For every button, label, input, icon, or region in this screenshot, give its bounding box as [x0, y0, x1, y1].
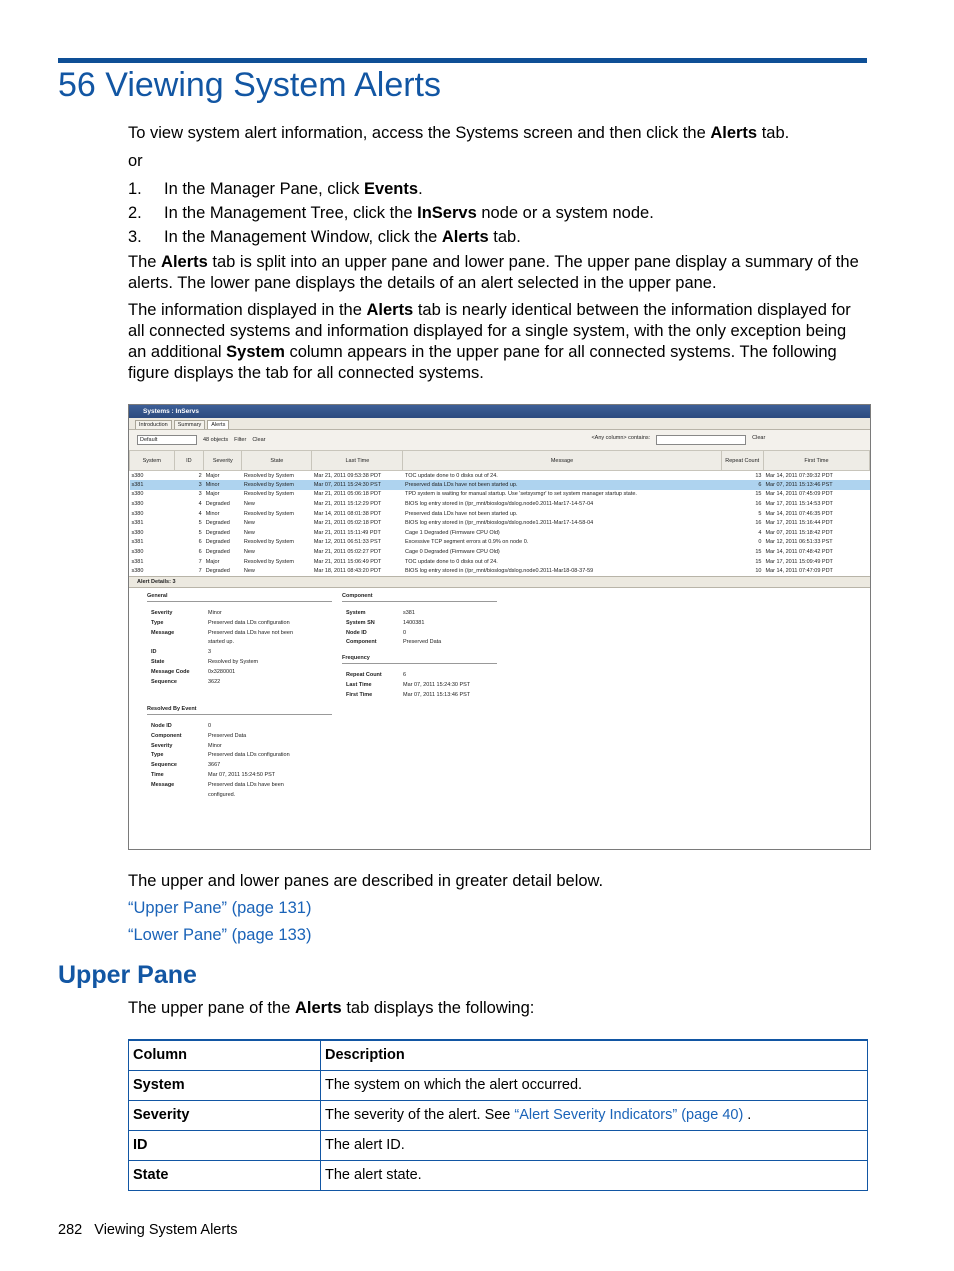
detail-field	[151, 678, 298, 688]
alert-cell: 15	[755, 491, 762, 498]
column-name: State	[129, 1160, 321, 1190]
footer-title: Viewing System Alerts	[94, 1222, 238, 1238]
section-intro: The upper pane of the Alerts tab displays the following:	[128, 999, 535, 1017]
alert-cell: Mar 14, 2011 07:48:42 PDT	[765, 549, 833, 556]
general-fields	[151, 609, 298, 687]
detail-value: Mar 07, 2011 15:24:30 PST	[403, 681, 471, 688]
detail-field	[151, 609, 298, 619]
alert-cell: Excessive TCP segment errors at 0.9% on node 0.	[404, 539, 529, 546]
alert-details-pane	[129, 588, 870, 848]
detail-label: Type	[151, 752, 164, 759]
detail-field	[346, 619, 493, 629]
alert-cell: New	[243, 501, 255, 508]
detail-label: Sequence	[151, 762, 177, 769]
alert-cell: Degraded	[205, 501, 230, 508]
alert-cell: Mar 14, 2011 08:01:38 PDT	[313, 510, 382, 517]
alert-cell: 4	[198, 501, 202, 508]
detail-value: 6	[403, 672, 407, 679]
alert-cell: Minor	[204, 480, 242, 490]
step-item: 2. In the Management Tree, click the InServs node or a system node.	[128, 204, 654, 222]
column-select[interactable]: <Any column> contains:	[591, 435, 651, 441]
detail-label: Time	[151, 772, 164, 779]
alert-row[interactable]	[130, 509, 870, 519]
or-text: or	[128, 152, 143, 170]
alert-cell: BIOS log entry stored in (/pr_mnt/bioslogs/dslog.node0.2011-Mar17-14-57-04	[404, 501, 594, 508]
alert-cell: Mar 14, 2011 07:46:35 PDT	[765, 510, 833, 517]
grid-column-header[interactable]: First Time	[763, 451, 869, 471]
alert-cell: Mar 07, 2011 15:18:42 PDT	[765, 529, 833, 536]
detail-value: Preserved Data	[403, 639, 442, 646]
filter-button[interactable]: Filter	[234, 437, 247, 443]
alert-cell: 15	[755, 558, 762, 565]
detail-value: 1400381	[403, 619, 425, 626]
alerts-grid	[129, 450, 870, 576]
alert-cell: TOC update done to 0 disks out of 24.	[404, 472, 498, 479]
alert-cell: Mar 21, 2011 05:02:27 PDT	[313, 549, 382, 556]
detail-label: Component	[151, 732, 182, 739]
frequency-group-title: Frequency	[342, 655, 497, 664]
detail-value: Mar 07, 2011 15:13:46 PST	[403, 691, 471, 698]
alert-row[interactable]	[130, 499, 870, 509]
alerts-tab-paragraph: The Alerts tab is split into an upper pane and lower pane. The upper pane display a summary of the alerts. The lower pane displays the details of an alert selected in the upper pane.	[128, 253, 859, 292]
detail-value: Preserved data LDs configuration	[208, 619, 290, 626]
alert-cell: 0	[758, 539, 762, 546]
grid-column-header[interactable]: System	[130, 451, 175, 471]
alert-cell: TOC update done to 0 disks out of 24.	[404, 558, 498, 565]
detail-label: System SN	[346, 619, 375, 626]
upper-pane-table	[128, 1039, 868, 1191]
alert-cell: 4	[758, 529, 762, 536]
alert-cell: Mar 12, 2011 06:51:33 PST	[313, 539, 381, 546]
detail-value: 0	[403, 629, 407, 636]
detail-value: Preserved data LDs have been configured.	[208, 781, 284, 798]
grid-column-header[interactable]: ID	[174, 451, 204, 471]
alert-cell: s380	[131, 529, 144, 536]
column-description: The system on which the alert occurred.	[321, 1070, 868, 1100]
alert-row[interactable]	[130, 528, 870, 538]
column-name: ID	[129, 1130, 321, 1160]
alert-cell: Mar 21, 2011 09:53:38 PDT	[313, 472, 382, 479]
chapter-rule	[58, 58, 867, 63]
column-description: The alert state.	[321, 1160, 868, 1190]
detail-field	[151, 629, 298, 649]
alert-cell: Mar 18, 2011 08:43:20 PDT	[313, 568, 382, 575]
alert-cell: Mar 17, 2011 15:16:44 PDT	[765, 520, 833, 527]
detail-label: Sequence	[151, 678, 177, 685]
filter-preset-select[interactable]: Default	[137, 435, 197, 445]
grid-column-header[interactable]: Severity	[204, 451, 242, 471]
alert-cell: Degraded	[205, 520, 230, 527]
alert-cell: Mar 07, 2011 15:13:46 PST	[763, 480, 869, 490]
component-fields	[346, 609, 493, 648]
detail-label: Node ID	[346, 629, 367, 636]
screenshot-toolbar	[129, 430, 870, 450]
alert-cell: Resolved by System	[243, 472, 294, 479]
detail-field	[151, 751, 298, 761]
detail-field	[346, 671, 493, 681]
detail-field	[346, 609, 493, 619]
alert-cell: Major	[205, 472, 220, 479]
detail-label: ID	[151, 649, 157, 656]
alert-cell: BIOS log entry stored in (/pr_mnt/bioslogs/dslog.node1.2011-Mar17-14-58-04	[404, 520, 594, 527]
column-name: Severity	[129, 1100, 321, 1130]
detail-field	[151, 668, 298, 678]
detail-field	[151, 722, 298, 732]
alert-cell: New	[243, 568, 255, 575]
detail-value: Minor	[208, 610, 222, 617]
alert-cell: 4	[198, 510, 202, 517]
alert-cell: 15	[755, 549, 762, 556]
alert-row[interactable]	[130, 557, 870, 567]
screenshot-tabs	[129, 418, 870, 430]
severity-indicators-link[interactable]: “Alert Severity Indicators” (page 40)	[514, 1107, 744, 1123]
alert-cell: Resolved by System	[243, 491, 294, 498]
detail-label: Severity	[151, 742, 173, 749]
upper-pane-link[interactable]: “Upper Pane” (page 131)	[128, 899, 312, 917]
alert-row[interactable]	[130, 518, 870, 528]
detail-label: Message Code	[151, 668, 190, 675]
alert-cell: Major	[205, 558, 220, 565]
detail-field	[346, 681, 493, 691]
detail-label: Severity	[151, 610, 173, 617]
alert-cell: Mar 17, 2011 15:14:53 PDT	[765, 501, 833, 508]
detail-field	[151, 648, 298, 658]
alert-cell: 3	[198, 491, 202, 498]
alert-cell: Resolved by System	[242, 480, 312, 490]
column-description: The severity of the alert. See “Alert Severity Indicators” (page 40) .	[321, 1100, 868, 1130]
detail-label: Last Time	[346, 681, 372, 688]
alert-cell: s380	[131, 510, 144, 517]
alert-cell: Mar 14, 2011 07:47:09 PDT	[765, 568, 833, 575]
grid-column-header[interactable]: State	[242, 451, 312, 471]
general-group-title: General	[147, 593, 332, 602]
alert-cell: 5	[198, 529, 202, 536]
tab-alerts[interactable]: Alerts	[207, 420, 229, 429]
alert-cell: Major	[205, 491, 220, 498]
alert-cell: New	[243, 529, 255, 536]
clear-filter-button[interactable]: Clear	[752, 435, 766, 441]
filter-input[interactable]	[656, 435, 746, 445]
alert-details-bar: Alert Details: 3	[129, 576, 870, 588]
detail-value: Preserved Data	[208, 732, 247, 739]
chapter-title: 56 Viewing System Alerts	[58, 66, 441, 104]
alert-cell: s380	[131, 501, 144, 508]
detail-value: 3	[208, 649, 212, 656]
alert-cell: Mar 12, 2011 06:51:33 PST	[765, 539, 833, 546]
detail-value: Minor	[208, 742, 222, 749]
alert-cell: Cage 0 Degraded (Firmware CPU Old)	[404, 549, 500, 556]
alert-cell: Mar 21, 2011 15:11:49 PDT	[313, 529, 381, 536]
alert-cell: 5	[198, 520, 202, 527]
detail-value: Preserved data LDs configuration	[208, 752, 290, 759]
detail-field	[151, 619, 298, 629]
alert-cell: Mar 07, 2011 15:24:30 PST	[312, 480, 403, 490]
alert-cell: BIOS log entry stored in (/pr_mnt/bioslogs/dslog.node0.2011-Mar18-08-37-59	[404, 568, 594, 575]
after-figure-text: The upper and lower panes are described in greater detail below.	[128, 872, 604, 890]
detail-value: 3622	[208, 678, 221, 685]
detail-value: Resolved by System	[208, 659, 259, 666]
column-header: Column	[129, 1040, 321, 1070]
alert-cell: 6	[198, 549, 202, 556]
alert-cell: Mar 14, 2011 07:45:09 PDT	[765, 491, 833, 498]
grid-column-header[interactable]: Repeat Count	[721, 451, 763, 471]
grid-column-header[interactable]: Last Time	[312, 451, 403, 471]
screenshot-titlebar: Systems : InServs	[129, 405, 870, 418]
alert-cell: 6	[721, 480, 763, 490]
grid-column-header[interactable]: Message	[403, 451, 721, 471]
alerts-screenshot	[128, 404, 871, 850]
detail-value: 0	[208, 723, 212, 730]
detail-label: Message	[151, 781, 175, 788]
resolved-fields	[151, 722, 298, 800]
alert-cell: s380	[131, 568, 144, 575]
alert-cell: Minor	[205, 510, 220, 517]
alert-cell: Resolved by System	[243, 510, 294, 517]
alert-cell: s381	[131, 558, 144, 565]
tab-summary[interactable]: Summary	[174, 420, 206, 429]
detail-value: s381	[403, 610, 415, 617]
detail-label: Repeat Count	[346, 672, 382, 679]
detail-field	[346, 691, 493, 701]
alert-cell: New	[243, 549, 255, 556]
alert-cell: 7	[198, 568, 202, 575]
table-row	[129, 1160, 868, 1190]
detail-label: State	[151, 659, 165, 666]
lower-pane-link[interactable]: “Lower Pane” (page 133)	[128, 926, 312, 944]
alert-row[interactable]	[130, 490, 870, 500]
step-item: 1. In the Manager Pane, click Events.	[128, 180, 423, 198]
column-name: System	[129, 1070, 321, 1100]
alert-cell: Cage 1 Degraded (Firmware CPU Old)	[404, 529, 500, 536]
alert-cell: Degraded	[205, 529, 230, 536]
detail-field	[151, 761, 298, 771]
resolved-group-title: Resolved By Event	[147, 706, 332, 715]
table-header-row	[129, 1040, 868, 1070]
step-item: 3. In the Management Window, click the Alerts tab.	[128, 228, 521, 246]
alert-cell: s380	[131, 491, 144, 498]
alert-cell: 16	[755, 520, 762, 527]
detail-field	[151, 771, 298, 781]
alert-cell: Mar 17, 2011 15:09:49 PDT	[765, 558, 833, 565]
detail-field	[151, 732, 298, 742]
detail-field	[151, 658, 298, 668]
alert-cell: Mar 21, 2011 15:12:29 PDT	[313, 501, 382, 508]
alert-cell: TPD system is waiting for manual startup. Use 'setsysmgr' to set system manager startup state.	[404, 491, 637, 498]
detail-label: System	[346, 610, 366, 617]
alert-row[interactable]	[130, 566, 870, 576]
detail-value: 3667	[208, 762, 221, 769]
detail-label: Component	[346, 639, 377, 646]
table-row	[129, 1100, 868, 1130]
alert-cell: Preserved data LDs have not been started up.	[403, 480, 721, 490]
alert-cell: 13	[755, 472, 762, 479]
alert-cell: s380	[131, 549, 144, 556]
alert-cell: 2	[198, 472, 202, 479]
alert-cell: New	[243, 520, 255, 527]
intro-paragraph: To view system alert information, access the Systems screen and then click the Alerts tab.	[128, 124, 790, 142]
alert-row[interactable]	[130, 480, 870, 490]
alert-cell: Mar 21, 2011 05:02:18 PDT	[313, 520, 382, 527]
detail-value: 0x3280001	[208, 668, 236, 675]
alert-row[interactable]	[130, 547, 870, 557]
alert-cell: s381	[131, 520, 144, 527]
detail-field	[151, 781, 298, 801]
detail-field	[346, 629, 493, 639]
detail-field	[151, 742, 298, 752]
alert-cell: 7	[198, 558, 202, 565]
alert-cell: s381	[131, 539, 144, 546]
section-title: Upper Pane	[58, 961, 197, 989]
detail-field	[346, 638, 493, 648]
detail-value: Mar 07, 2011 15:24:50 PST	[208, 772, 276, 779]
clear-button[interactable]: Clear	[252, 437, 266, 443]
alert-cell: 16	[755, 501, 762, 508]
alert-row[interactable]	[130, 471, 870, 481]
description-header: Description	[321, 1040, 868, 1070]
alert-row[interactable]	[130, 538, 870, 548]
tab-introduction[interactable]: Introduction	[135, 420, 172, 429]
alert-cell: 6	[198, 539, 202, 546]
alert-cell: Mar 21, 2011 15:06:49 PDT	[313, 558, 382, 565]
alert-cell: Mar 14, 2011 07:39:32 PDT	[765, 472, 833, 479]
page-footer	[58, 1222, 237, 1238]
page-number: 282	[58, 1222, 83, 1238]
alert-cell: s381	[130, 480, 175, 490]
detail-label: Node ID	[151, 723, 172, 730]
alert-cell: Degraded	[205, 539, 230, 546]
alert-cell: Resolved by System	[243, 558, 294, 565]
table-row	[129, 1070, 868, 1100]
alert-cell: 5	[758, 510, 762, 517]
alert-cell: s380	[131, 472, 144, 479]
alert-cell: Degraded	[205, 549, 230, 556]
detail-label: Message	[151, 629, 175, 636]
alert-cell: Preserved data LDs have not been started up.	[404, 510, 518, 517]
detail-label: Type	[151, 619, 164, 626]
alert-cell: 10	[755, 568, 762, 575]
alert-cell: Resolved by System	[243, 539, 294, 546]
steps-list	[128, 177, 868, 249]
table-row	[129, 1130, 868, 1160]
alert-cell: Degraded	[205, 568, 230, 575]
column-description: The alert ID.	[321, 1130, 868, 1160]
detail-label: First Time	[346, 691, 373, 698]
component-group-title: Component	[342, 593, 497, 602]
info-paragraph: The information displayed in the Alerts tab is nearly identical between the information displayed for all connected systems and information displayed for a single system, with the only exception being an additional System column appears in the upper pane for all connected systems. The following figure displays the tab for all connected systems.	[128, 301, 851, 382]
alert-cell: 3	[174, 480, 204, 490]
detail-value: Preserved data LDs have not been started up.	[208, 629, 294, 646]
alert-cell: Mar 21, 2011 05:06:18 PDT	[313, 491, 382, 498]
frequency-fields	[346, 671, 493, 700]
object-count: 48 objects	[203, 437, 229, 443]
